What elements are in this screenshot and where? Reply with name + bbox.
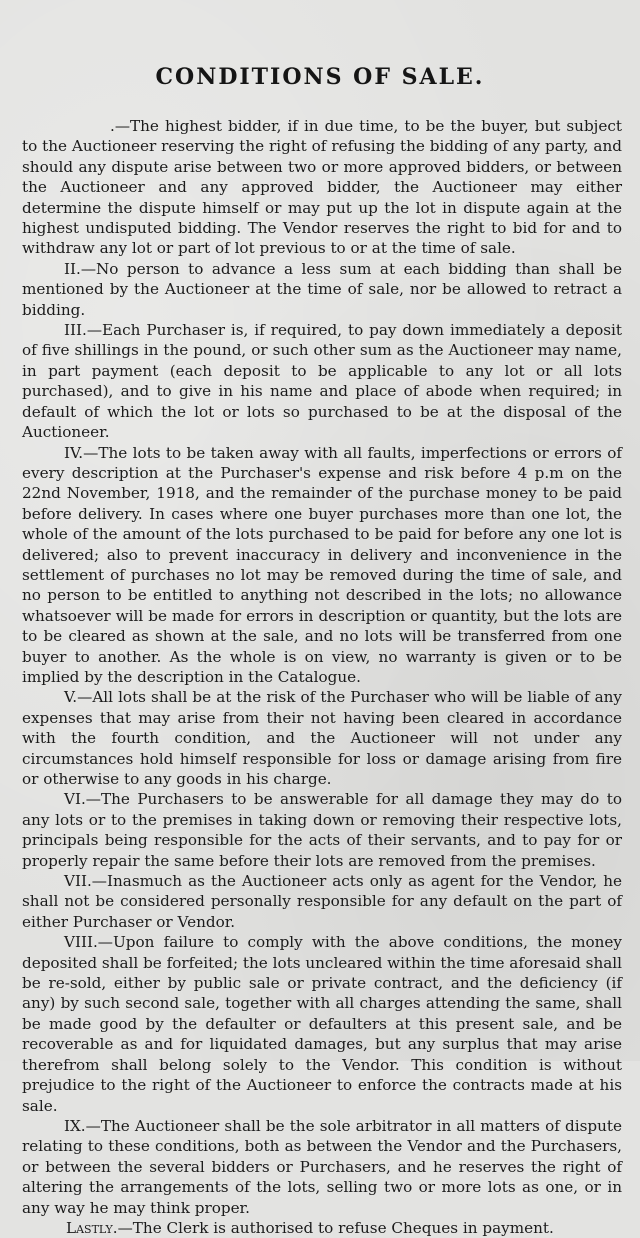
page-title: CONDITIONS OF SALE. bbox=[155, 64, 485, 90]
condition-paragraph-9: IX.—The Auctioneer shall be the sole arbitrator in all matters of dispute relating to these conditions, both as between the Vendor and the Purchasers, or between the several bidders or Purchasers, and he reserves the right of altering the arrangements of the lots, selling two or more lots as one, or in any way he may think proper. bbox=[22, 1116, 622, 1217]
lastly-text: —The Clerk is authorised to refuse Cheques in payment. bbox=[117, 1218, 554, 1237]
condition-paragraph-3: III.—Each Purchaser is, if required, to pay down immediately a deposit of five shillings in the pound, or such other sum as the Auctioneer may name, in part payment (each deposit to be applicable to any lot or all lots purchased), and to give in his name and place of abode when required; in default of which the lot or lots so purchased to be at the disposal of the Auctioneer. bbox=[22, 321, 622, 442]
conditions-body bbox=[22, 116, 622, 1238]
condition-paragraph-1: .—The highest bidder, if in due time, to be the buyer, but subject to the Auctioneer reserving the right of refusing the bidding of any party, and should any dispute arise between two or more approved bidders, or between the Auctioneer and any approved bidder, the Auctioneer may either determine the dispute himself or may put up the lot in dispute again at the highest undisputed bidding. The Vendor reserves the right to bid for and to withdraw any lot or part of lot previous to or at the time of sale. bbox=[22, 117, 622, 258]
condition-paragraph-5: V.—All lots shall be at the risk of the Purchaser who will be liable of any expenses that may arise from their not having been cleared in accordance with the fourth condition, and the Auctioneer will not under any circumstances hold himself responsible for loss or damage arising from fire or otherwise to any goods in his charge. bbox=[22, 688, 622, 788]
condition-lastly bbox=[22, 1218, 622, 1238]
condition-paragraph-4: IV.—The lots to be taken away with all faults, imperfections or errors of every description at the Purchaser's expense and risk before 4 p.m on the 22nd November, 1918, and the remainder of the purchase money to be paid before delivery. In cases where one buyer purchases more than one lot, the whole of the amount of the lots purchased to be paid for before any one lot is delivered; also to prevent inaccuracy in delivery and inconvenience in the settlement of purchases no lot may be removed during the time of sale, and no person to be entitled to anything not described in the lots; no allowance whatsoever will be made for errors in description or quantity, but the lots are to be cleared as shown at the sale, and no lots will be transferred from one buyer to another. As the whole is on view, no warranty is given or to be implied by the description in the Catalogue. bbox=[22, 443, 622, 686]
lastly-label: Lastly. bbox=[66, 1218, 118, 1237]
condition-paragraph-7: VII.—Inasmuch as the Auctioneer acts only as agent for the Vendor, he shall not be considered personally responsible for any default on the part of either Purchaser or Vendor. bbox=[22, 872, 622, 931]
condition-paragraph-6: VI.—The Purchasers to be answerable for all damage they may do to any lots or to the premises in taking down or removing their respective lots, principals being responsible for the acts of their servants, and to pay for or properly repair the same before their lots are removed from the premises. bbox=[22, 790, 622, 870]
condition-paragraph-2: II.—No person to advance a less sum at each bidding than shall be mentioned by the Auctioneer at the time of sale, nor be allowed to retract a bidding. bbox=[22, 259, 622, 319]
condition-paragraph-8: VIII.—Upon failure to comply with the above conditions, the money deposited shall be forfeited; the lots uncleared within the time aforesaid shall be re-sold, either by public sale or private contract, and the deficiency (if any) by such second sale, together with all charges attending the same, shall be made good by the defaulter or defaulters at this present sale, and be recoverable as and for liquidated damages, but any surplus that may arise therefrom shall belong solely to the Vendor. This condition is without prejudice to the right of the Auctioneer to enforce the contracts made at his sale. bbox=[22, 933, 622, 1115]
